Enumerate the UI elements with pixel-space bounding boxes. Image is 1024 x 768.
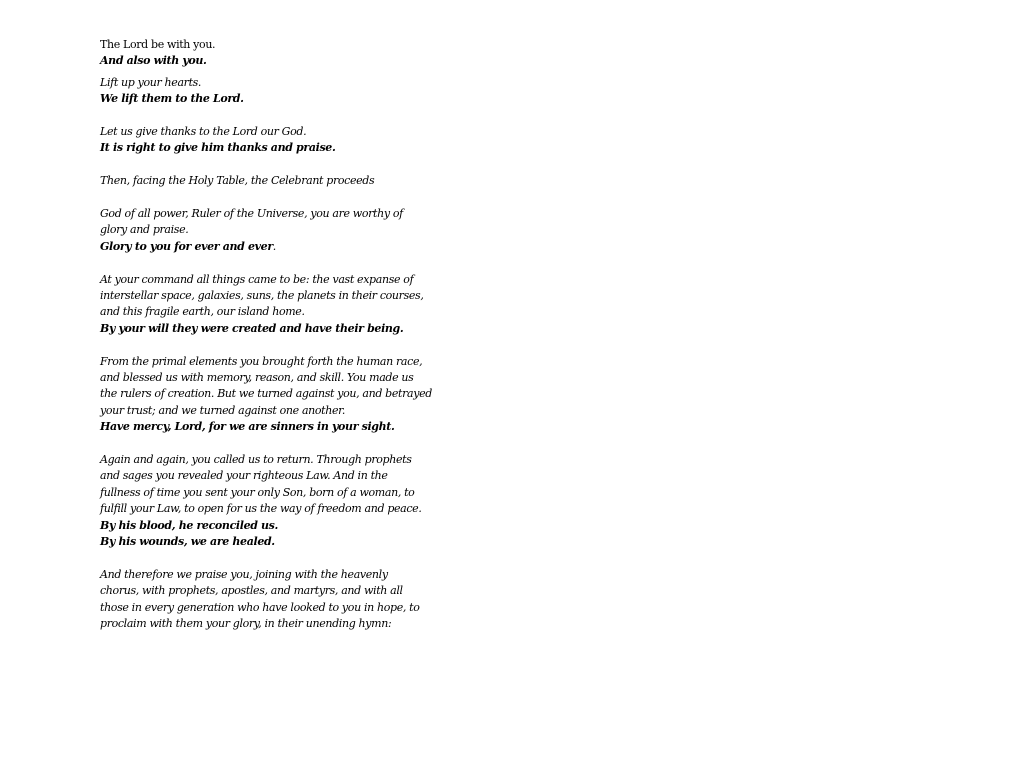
sanctus-intro-line-4: proclaim with them your glory, in their unending hymn:: [100, 617, 392, 631]
redemption-line-3: fullness of time you sent your only Son, born of a woman, to: [100, 485, 415, 499]
redemption-line-2: and sages you revealed your righteous Law. And in the: [100, 469, 388, 483]
glory-line-1: God of all power, Ruler of the Universe, you are worthy of: [100, 207, 403, 221]
sanctus-intro-line-1: And therefore we praise you, joining with the heavenly: [100, 567, 388, 581]
people-redemption-response-2: By his wounds, we are healed.: [100, 535, 275, 549]
creation-line-2: interstellar space, galaxies, suns, the planets in their courses,: [100, 289, 424, 303]
fall-line-4: your trust; and we turned against one another.: [100, 403, 345, 417]
creation-line-3: and this fragile earth, our island home.: [100, 305, 305, 319]
people-greeting-response: And also with you.: [100, 54, 207, 68]
glory-line-2: glory and praise.: [100, 223, 189, 237]
people-glory-period: .: [272, 239, 276, 253]
people-creation-response: By your will they were created and have their being.: [100, 321, 404, 335]
people-fall-response: Have mercy, Lord, for we are sinners in your sight.: [100, 420, 395, 434]
redemption-line-1: Again and again, you called us to return. Through prophets: [100, 453, 412, 467]
celebrant-thanks: Let us give thanks to the Lord our God.: [100, 125, 307, 139]
sanctus-intro-line-3: those in every generation who have looked to you in hope, to: [100, 600, 420, 614]
fall-line-3: the rulers of creation. But we turned against you, and betrayed: [100, 387, 432, 401]
people-glory-response: [100, 239, 440, 255]
liturgy-text: [100, 37, 440, 633]
fall-line-1: From the primal elements you brought forth the human race,: [100, 354, 423, 368]
people-redemption-response-1: By his blood, he reconciled us.: [100, 518, 279, 532]
sanctus-intro-line-2: chorus, with prophets, apostles, and martyrs, and with all: [100, 584, 403, 598]
celebrant-greeting: The Lord be with you.: [100, 38, 216, 51]
redemption-line-4: fulfill your Law, to open for us the way of freedom and peace.: [100, 502, 422, 516]
people-sursum-corda-response: We lift them to the Lord.: [100, 92, 244, 106]
fall-line-2: and blessed us with memory, reason, and skill. You made us: [100, 371, 414, 385]
rubric: Then, facing the Holy Table, the Celebrant proceeds: [100, 174, 375, 188]
celebrant-sursum-corda: Lift up your hearts.: [100, 75, 202, 89]
creation-line-1: At your command all things came to be: the vast expanse of: [100, 272, 414, 286]
people-thanks-response: It is right to give him thanks and praise.: [100, 141, 336, 155]
people-glory-text: Glory to you for ever and ever: [100, 239, 273, 253]
